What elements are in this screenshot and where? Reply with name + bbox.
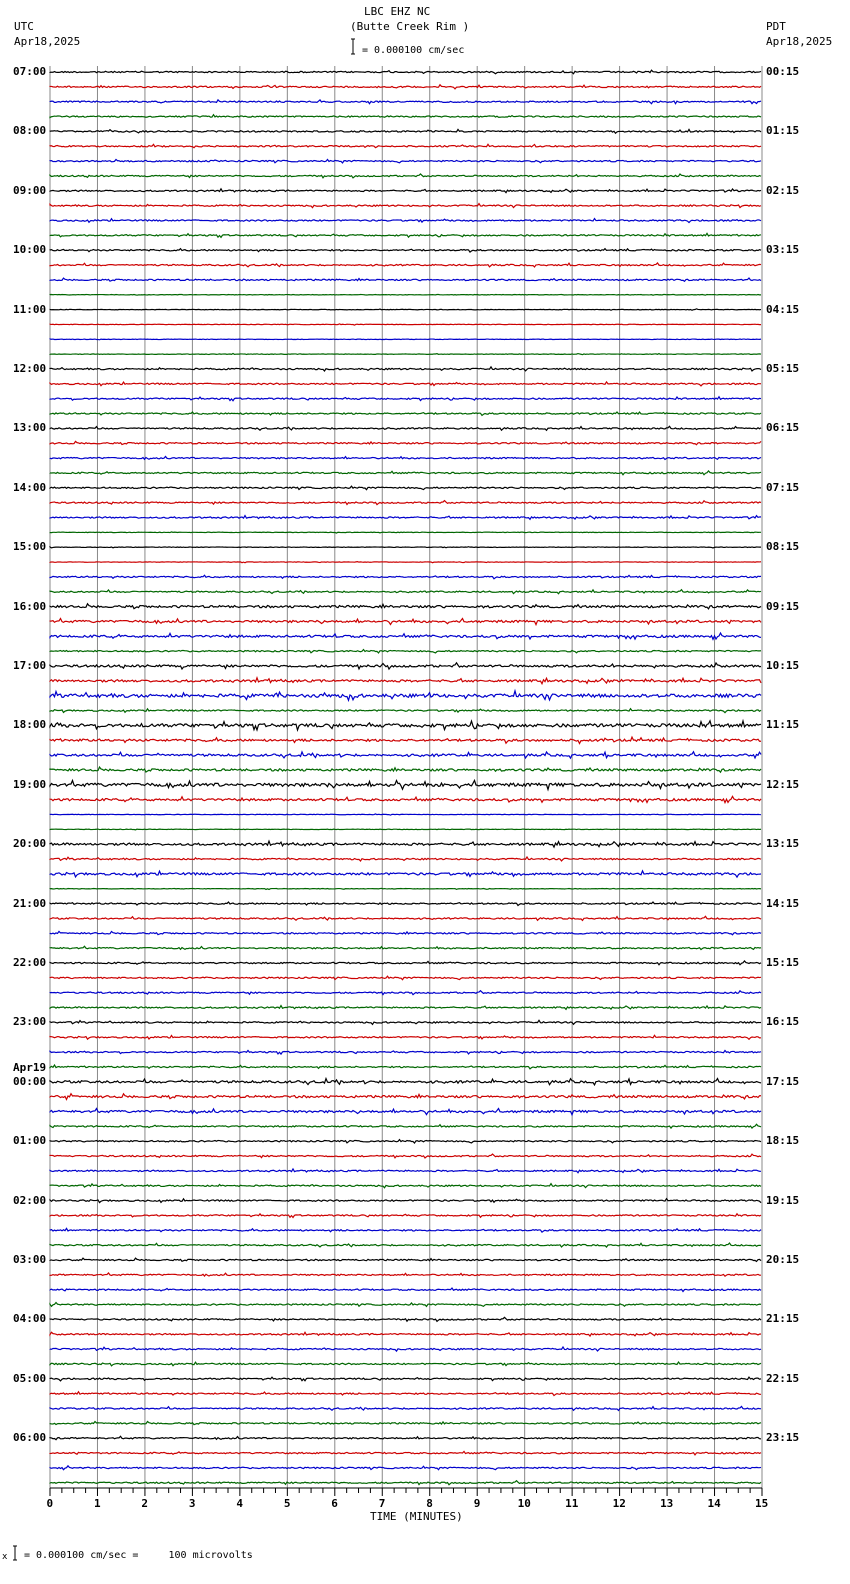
x-tick-label: 15 [755, 1497, 769, 1510]
seismic-traces [50, 70, 761, 1485]
right-hour-label: 10:15 [766, 659, 800, 672]
trace-row-30 [50, 516, 761, 520]
right-hour-label: 06:15 [766, 421, 800, 435]
trace-row-72 [50, 1140, 761, 1143]
trace-row-77 [50, 1214, 761, 1218]
trace-row-70 [50, 1109, 761, 1115]
right-hour-label: 09:15 [766, 599, 800, 613]
right-hour-label: 21:15 [766, 1312, 800, 1326]
trace-row-46 [50, 752, 761, 758]
trace-row-17 [50, 324, 761, 325]
trace-row-35 [50, 590, 761, 594]
trace-row-39 [50, 650, 761, 653]
right-hour-label: 17:15 [766, 1074, 800, 1088]
trace-row-92 [50, 1436, 761, 1439]
trace-row-80 [50, 1258, 761, 1261]
x-tick-label: 9 [473, 1497, 481, 1510]
trace-row-89 [50, 1392, 761, 1396]
trace-row-61 [50, 976, 761, 979]
trace-row-3 [50, 115, 761, 118]
trace-row-78 [50, 1228, 761, 1232]
x-tick-label: 7 [378, 1497, 386, 1510]
trace-row-81 [50, 1273, 761, 1276]
trace-row-2 [50, 100, 761, 104]
trace-row-94 [50, 1466, 761, 1470]
trace-row-22 [50, 397, 761, 401]
trace-row-63 [50, 1006, 761, 1010]
left-hour-label: 02:00 [13, 1193, 47, 1207]
right-hour-label: 08:15 [766, 540, 800, 554]
trace-row-48 [50, 780, 761, 789]
x-tick-label: 11 [565, 1497, 579, 1510]
trace-row-54 [50, 871, 761, 877]
left-hour-label: 20:00 [13, 837, 47, 851]
trace-row-33 [50, 562, 761, 563]
right-hour-label: 12:15 [766, 777, 800, 791]
trace-row-44 [50, 721, 761, 730]
trace-row-60 [50, 961, 761, 965]
trace-row-12 [50, 249, 761, 252]
left-hour-label: 14:00 [13, 480, 47, 494]
trace-row-5 [50, 144, 761, 147]
x-tick-label: 8 [426, 1497, 433, 1510]
left-date: Apr18,2025 [14, 35, 81, 48]
footer-scale-note: = 0.000100 cm/sec = 100 microvolts [24, 1550, 253, 1561]
trace-row-83 [50, 1302, 761, 1306]
trace-row-21 [50, 382, 761, 386]
trace-row-6 [50, 159, 761, 162]
trace-row-11 [50, 233, 761, 237]
left-hour-label: 13:00 [13, 421, 47, 435]
trace-row-32 [50, 547, 761, 548]
right-hour-label: 11:15 [766, 718, 800, 732]
right-date: Apr18,2025 [766, 35, 833, 48]
right-hour-label: 01:15 [766, 124, 800, 138]
trace-row-47 [50, 767, 761, 772]
trace-row-66 [50, 1050, 761, 1054]
trace-row-67 [50, 1065, 761, 1069]
trace-row-10 [50, 219, 761, 223]
trace-row-16 [50, 309, 761, 310]
left-hour-label: 10:00 [13, 243, 47, 257]
left-hour-label: 22:00 [13, 956, 47, 969]
trace-row-4 [50, 129, 761, 133]
trace-row-65 [50, 1035, 761, 1039]
x-tick-label: 4 [236, 1497, 243, 1510]
left-hour-label: 18:00 [13, 718, 47, 732]
trace-row-50 [50, 814, 761, 815]
trace-row-36 [50, 604, 761, 609]
x-tick-label: 14 [707, 1497, 721, 1510]
trace-row-69 [50, 1094, 761, 1100]
trace-row-8 [50, 189, 761, 193]
trace-row-23 [50, 412, 761, 415]
trace-row-75 [50, 1184, 761, 1188]
x-tick-label: 3 [188, 1497, 196, 1510]
right-hour-label: 00:15 [766, 65, 800, 78]
left-hour-label: 12:00 [13, 362, 47, 375]
trace-row-53 [50, 857, 761, 861]
right-hour-label: 23:15 [766, 1431, 800, 1445]
x-tick-label: 6 [331, 1497, 338, 1510]
left-timezone: UTC [14, 20, 34, 33]
trace-row-43 [50, 709, 761, 713]
trace-row-79 [50, 1243, 761, 1247]
trace-row-41 [50, 678, 761, 684]
trace-row-13 [50, 263, 761, 267]
trace-row-52 [50, 841, 761, 847]
trace-row-19 [50, 353, 761, 354]
trace-row-57 [50, 916, 761, 920]
x-tick-label: 1 [93, 1497, 101, 1510]
left-hour-label: 17:00 [13, 659, 47, 672]
trace-row-20 [50, 367, 761, 371]
trace-row-38 [50, 633, 761, 639]
left-hour-label: 21:00 [13, 896, 47, 910]
trace-row-90 [50, 1406, 761, 1410]
trace-row-15 [50, 295, 761, 296]
left-hour-label: 11:00 [13, 302, 47, 316]
trace-row-51 [50, 829, 761, 830]
trace-row-42 [50, 691, 761, 700]
trace-row-85 [50, 1332, 761, 1336]
x-tick-label: 12 [612, 1497, 626, 1510]
x-tick-label: 0 [46, 1497, 54, 1510]
trace-row-58 [50, 931, 761, 934]
right-hour-label: 16:15 [766, 1015, 800, 1029]
left-hour-label: 16:00 [13, 599, 47, 613]
left-hour-label: 07:00 [13, 65, 47, 78]
left-hour-label: 09:00 [13, 183, 47, 197]
x-tick-label: 13 [660, 1497, 674, 1510]
footer-marker: x [2, 1552, 8, 1562]
trace-row-95 [50, 1481, 761, 1485]
trace-row-49 [50, 796, 761, 802]
x-axis-label: TIME (MINUTES) [370, 1510, 463, 1523]
trace-row-37 [50, 618, 761, 624]
left-hour-label: 19:00 [13, 777, 47, 791]
trace-row-40 [50, 663, 761, 669]
trace-row-73 [50, 1154, 761, 1158]
right-hour-label: 05:15 [766, 362, 800, 375]
right-timezone: PDT [766, 20, 786, 33]
left-hour-label: 03:00 [13, 1253, 47, 1266]
right-hour-label: 14:15 [766, 896, 800, 910]
trace-row-56 [50, 902, 761, 905]
trace-row-86 [50, 1347, 761, 1351]
trace-row-14 [50, 278, 761, 281]
trace-row-31 [50, 532, 761, 533]
right-hour-label: 22:15 [766, 1371, 800, 1385]
trace-row-24 [50, 426, 761, 430]
trace-row-45 [50, 737, 761, 743]
time-axis [50, 1488, 762, 1496]
station-title: LBC EHZ NC [364, 5, 431, 18]
trace-row-68 [50, 1079, 761, 1085]
trace-row-88 [50, 1377, 761, 1381]
trace-row-9 [50, 204, 761, 208]
left-hour-label: 04:00 [13, 1312, 47, 1326]
trace-row-34 [50, 575, 761, 578]
right-hour-label: 18:15 [766, 1134, 800, 1148]
right-hour-label: 19:15 [766, 1193, 800, 1207]
trace-row-0 [50, 70, 761, 74]
left-hour-label: 15:00 [13, 540, 47, 554]
trace-row-93 [50, 1451, 761, 1454]
trace-row-64 [50, 1020, 761, 1024]
trace-row-84 [50, 1317, 761, 1321]
right-hour-label: 15:15 [766, 956, 800, 969]
trace-row-62 [50, 991, 761, 995]
trace-row-87 [50, 1362, 761, 1366]
x-tick-label: 5 [283, 1497, 291, 1510]
trace-row-82 [50, 1288, 761, 1291]
trace-row-18 [50, 339, 761, 340]
trace-row-59 [50, 946, 761, 949]
trace-row-28 [50, 486, 761, 489]
trace-row-27 [50, 471, 761, 475]
right-hour-label: 13:15 [766, 837, 800, 851]
trace-row-26 [50, 456, 761, 459]
trace-row-55 [50, 888, 761, 889]
left-hour-label: 06:00 [13, 1431, 47, 1445]
x-tick-label: 10 [517, 1497, 531, 1510]
left-hour-label: 01:00 [13, 1134, 47, 1148]
station-location: (Butte Creek Rim ) [350, 20, 470, 33]
right-hour-label: 02:15 [766, 183, 800, 197]
right-hour-label: 20:15 [766, 1253, 800, 1266]
left-hour-label: 08:00 [13, 124, 47, 138]
trace-row-1 [50, 85, 761, 89]
date-change-label: Apr19 [13, 1060, 47, 1074]
right-hour-label: 03:15 [766, 243, 800, 257]
trace-row-91 [50, 1421, 761, 1424]
left-hour-label: 00:00 [13, 1074, 47, 1088]
trace-row-25 [50, 441, 761, 444]
trace-row-76 [50, 1199, 761, 1203]
trace-row-7 [50, 174, 761, 178]
x-tick-label: 2 [141, 1497, 149, 1510]
trace-row-29 [50, 501, 761, 505]
scale-label: = 0.000100 cm/sec [362, 45, 465, 56]
right-hour-label: 04:15 [766, 302, 800, 316]
trace-row-74 [50, 1169, 761, 1173]
right-hour-label: 07:15 [766, 480, 800, 494]
left-hour-label: 05:00 [13, 1371, 47, 1385]
left-hour-label: 23:00 [13, 1015, 47, 1029]
trace-row-71 [50, 1124, 761, 1128]
